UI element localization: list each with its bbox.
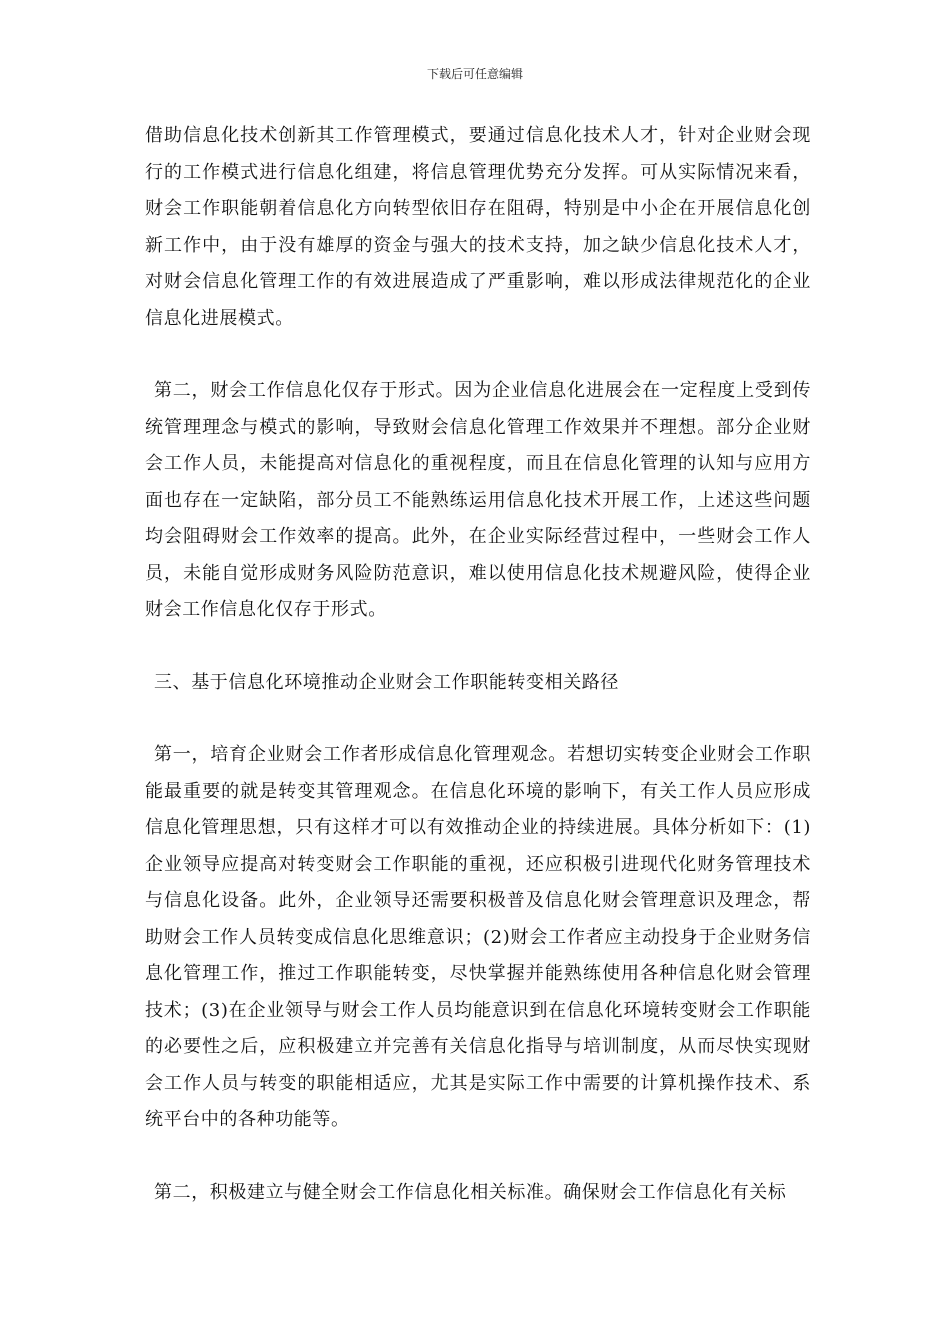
download-note: 下载后可任意编辑 <box>426 67 523 81</box>
paragraph-first-measure: 第一，培育企业财会工作者形成信息化管理观念。若想切实转变企业财会工作职能最重要的就是转变其管理观念。在信息化环境的影响下，有关工作人员应形成信息化管理思想，只有这样才可以有效推动企业的持续进展。具体分析如下：(1)企业领导应提高对转变财会工作职能的重视，还应积极引进现代化财务管理技术与信息化设备。此外，企业领导还需要积极普及信息化财会管理意识及理念，帮助财会工作人员转变成信息化思维意识；(2)财会工作者应主动投身于企业财务信息化管理工作，推过工作职能转变，尽快掌握并能熟练使用各种信息化财会管理技术；(3)在企业领导与财会工作人员均能意识到在信息化环境转变财会工作职能的必要性之后，应积极建立并完善有关信息化指导与培训制度，从而尽快实现财会工作人员与转变的职能相适应，尤其是实际工作中需要的计算机操作技术、系统平台中的各种功能等。 <box>145 744 811 1130</box>
section-heading: 三、基于信息化环境推动企业财会工作职能转变相关路径 <box>154 671 619 693</box>
document-body <box>145 118 811 1211</box>
paragraph-gap <box>145 629 811 665</box>
paragraph-second-point: 第二，财会工作信息化仅存于形式。因为企业信息化进展会在一定程度上受到传统管理理念与模式的影响，导致财会信息化管理工作效果并不理想。部分企业财会工作人员，未能提高对信息化的重视程度，而且在信息化管理的认知与应用方面也存在一定缺陷，部分员工不能熟练运用信息化技术开展工作，上述这些问题均会阻碍财会工作效率的提高。此外，在企业实际经营过程中，一些财会工作人员，未能自觉形成财务风险防范意识，难以使用信息化技术规避风险，使得企业财会工作信息化仅存于形式。 <box>145 380 811 620</box>
paragraph-gap <box>145 337 811 373</box>
paragraph-second-measure: 第二，积极建立与健全财会工作信息化相关标准。确保财会工作信息化有关标 <box>154 1181 787 1203</box>
paragraph-gap <box>145 701 811 737</box>
paragraph-gap <box>145 1139 811 1175</box>
paragraph-intro: 借助信息化技术创新其工作管理模式，要通过信息化技术人才，针对企业财会现行的工作模式进行信息化组建，将信息管理优势充分发挥。可从实际情况来看，财会工作职能朝着信息化方向转型依旧存在阻碍，特别是中小企在开展信息化创新工作中，由于没有雄厚的资金与强大的技术支持，加之缺少信息化技术人才，对财会信息化管理工作的有效进展造成了严重影响，难以形成法律规范化的企业信息化进展模式。 <box>145 125 811 329</box>
